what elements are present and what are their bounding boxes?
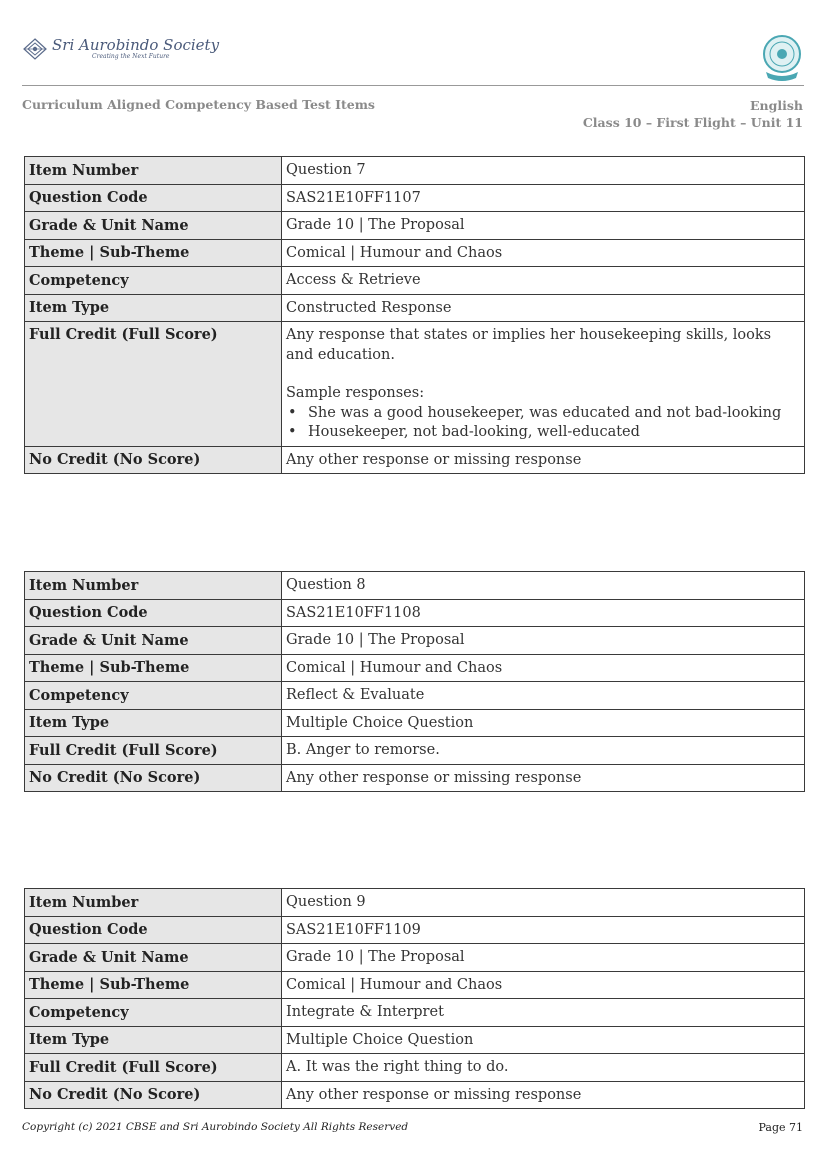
item-number-value: Question 8 [282, 572, 805, 600]
field-label: Grade & Unit Name [25, 627, 282, 655]
subject-name: English [750, 98, 803, 113]
item-type-value: Multiple Choice Question [282, 1026, 805, 1054]
grade-unit-value: Grade 10 | The Proposal [282, 627, 805, 655]
item-table-question-9 [24, 888, 805, 1109]
table-row [25, 1054, 805, 1082]
list-item: • She was a good housekeeper, was educated and not bad-looking [286, 404, 800, 424]
table-row [25, 764, 805, 792]
field-label: Item Type [25, 1026, 282, 1054]
table-row [25, 294, 805, 322]
table-row [25, 599, 805, 627]
field-label: Theme | Sub-Theme [25, 654, 282, 682]
sri-aurobindo-society-logo [22, 38, 219, 60]
table-row [25, 267, 805, 295]
no-credit-value: Any other response or missing response [282, 446, 805, 474]
field-label: Competency [25, 999, 282, 1027]
field-label: Item Type [25, 294, 282, 322]
full-credit-value [282, 322, 805, 447]
item-number-value: Question 7 [282, 157, 805, 185]
question-code-value: SAS21E10FF1107 [282, 184, 805, 212]
field-label: Item Number [25, 157, 282, 185]
table-row [25, 322, 805, 447]
table-row [25, 157, 805, 185]
question-code-value: SAS21E10FF1108 [282, 599, 805, 627]
field-label: Competency [25, 682, 282, 710]
grade-unit-value: Grade 10 | The Proposal [282, 212, 805, 240]
field-label: No Credit (No Score) [25, 764, 282, 792]
field-label: Theme | Sub-Theme [25, 239, 282, 267]
table-row [25, 627, 805, 655]
theme-value: Comical | Humour and Chaos [282, 239, 805, 267]
logo-name: Sri Aurobindo Society [52, 36, 220, 54]
subject-info [583, 97, 803, 131]
document-title: Curriculum Aligned Competency Based Test Items [22, 97, 375, 112]
field-label: Grade & Unit Name [25, 212, 282, 240]
table-row [25, 999, 805, 1027]
theme-value: Comical | Humour and Chaos [282, 654, 805, 682]
list-item: • Housekeeper, not bad-looking, well-educated [286, 423, 800, 443]
field-label: No Credit (No Score) [25, 446, 282, 474]
item-type-value: Multiple Choice Question [282, 709, 805, 737]
field-label: Question Code [25, 599, 282, 627]
cbse-seal-icon [760, 34, 804, 82]
table-row [25, 1081, 805, 1109]
table-row [25, 737, 805, 765]
item-type-value: Constructed Response [282, 294, 805, 322]
question-code-value: SAS21E10FF1109 [282, 916, 805, 944]
field-label: Competency [25, 267, 282, 295]
class-unit: Class 10 – First Flight – Unit 11 [582, 115, 803, 130]
item-table-question-7 [24, 156, 805, 474]
field-label: No Credit (No Score) [25, 1081, 282, 1109]
table-row [25, 572, 805, 600]
page-number: Page 71 [758, 1121, 803, 1134]
no-credit-value: Any other response or missing response [282, 1081, 805, 1109]
table-row [25, 889, 805, 917]
no-credit-value: Any other response or missing response [282, 764, 805, 792]
lotus-emblem-icon [22, 38, 48, 60]
field-label: Theme | Sub-Theme [25, 971, 282, 999]
table-row [25, 239, 805, 267]
logo-tagline: Creating the Next Future [92, 53, 170, 60]
field-label: Question Code [25, 916, 282, 944]
table-row [25, 184, 805, 212]
field-label: Full Credit (Full Score) [25, 322, 282, 447]
field-label: Full Credit (Full Score) [25, 737, 282, 765]
table-row [25, 971, 805, 999]
field-label: Item Type [25, 709, 282, 737]
grade-unit-value: Grade 10 | The Proposal [282, 944, 805, 972]
field-label: Question Code [25, 184, 282, 212]
item-number-value: Question 9 [282, 889, 805, 917]
table-row [25, 709, 805, 737]
full-credit-value: B. Anger to remorse. [282, 737, 805, 765]
field-label: Item Number [25, 889, 282, 917]
table-row [25, 654, 805, 682]
header-divider [22, 85, 804, 86]
competency-value: Reflect & Evaluate [282, 682, 805, 710]
full-credit-text: Any response that states or implies her housekeeping skills, looks and education. [286, 327, 772, 363]
table-row [25, 944, 805, 972]
table-row [25, 446, 805, 474]
table-row [25, 682, 805, 710]
copyright-notice: Copyright (c) 2021 CBSE and Sri Aurobindo Society All Rights Reserved [22, 1121, 409, 1133]
competency-value: Access & Retrieve [282, 267, 805, 295]
table-row [25, 1026, 805, 1054]
competency-value: Integrate & Interpret [282, 999, 805, 1027]
field-label: Full Credit (Full Score) [25, 1054, 282, 1082]
item-table-question-8 [24, 571, 805, 792]
theme-value: Comical | Humour and Chaos [282, 971, 805, 999]
sample-responses-list [286, 404, 800, 443]
full-credit-value: A. It was the right thing to do. [282, 1054, 805, 1082]
sample-responses-label: Sample responses: [286, 385, 425, 401]
table-row [25, 212, 805, 240]
field-label: Grade & Unit Name [25, 944, 282, 972]
table-row [25, 916, 805, 944]
field-label: Item Number [25, 572, 282, 600]
